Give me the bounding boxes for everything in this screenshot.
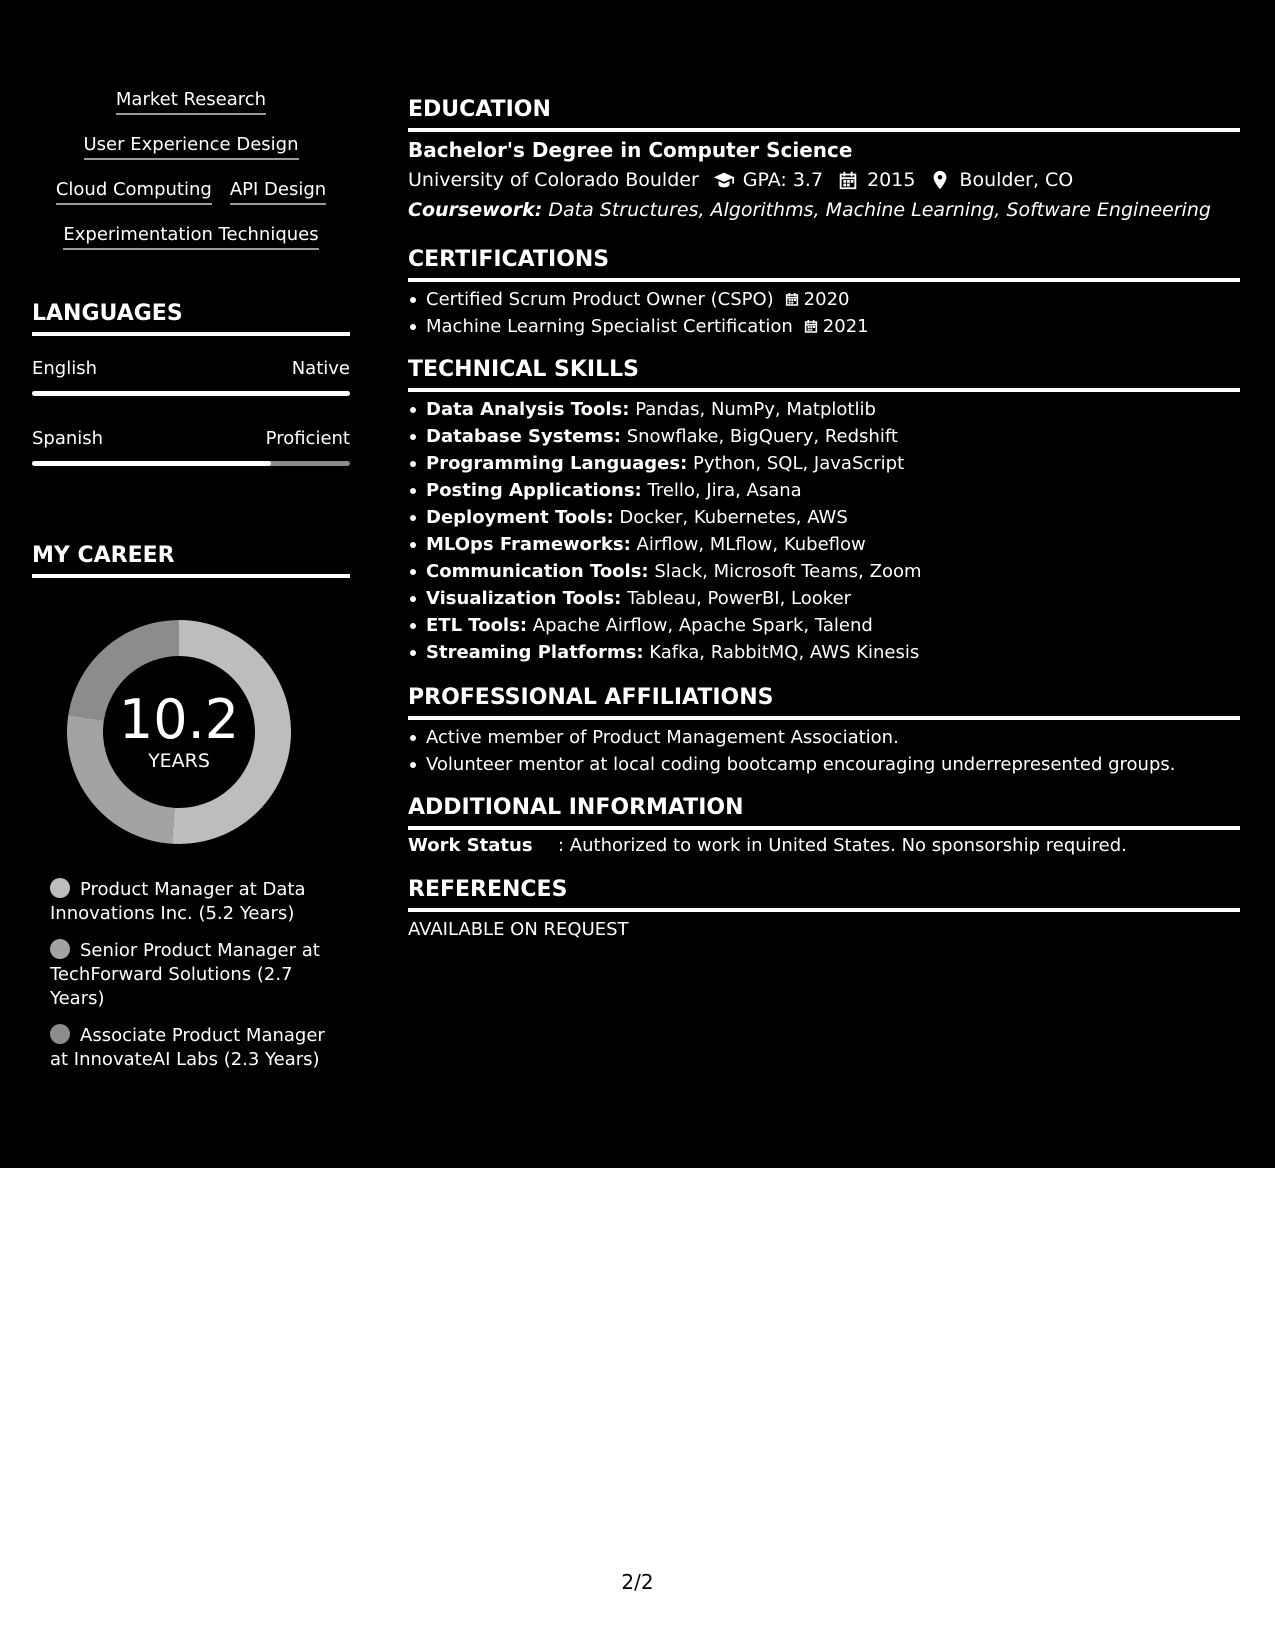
- calendar-icon: [784, 291, 800, 307]
- degree: Bachelor's Degree in Computer Science: [408, 138, 853, 162]
- coursework-label: Coursework:: [408, 199, 543, 221]
- language-spanish: [32, 427, 350, 466]
- language-name: Spanish: [32, 428, 104, 449]
- certification-name: Machine Learning Specialist Certification: [426, 316, 793, 337]
- education-entry: [408, 135, 1240, 225]
- skill-values: Slack, Microsoft Teams, Zoom: [654, 561, 922, 582]
- skill-values: Tableau, PowerBI, Looker: [627, 588, 852, 609]
- career-item-text: Product Manager at Data Innovations Inc. (5.2 Years): [50, 879, 306, 924]
- skill-values: Apache Airflow, Apache Spark, Talend: [532, 615, 873, 636]
- skill-values: Snowflake, BigQuery, Redshift: [626, 426, 898, 447]
- career-item: [50, 939, 340, 1011]
- language-name: English: [32, 358, 97, 379]
- career-item-text: Associate Product Manager at InnovateAI Labs (2.3 Years): [50, 1025, 325, 1070]
- career-total-value: 10.2: [118, 688, 240, 751]
- work-status: [408, 834, 1240, 858]
- list-item: [408, 639, 1240, 666]
- list-item: [408, 423, 1240, 450]
- skill-tag: Market Research: [116, 88, 266, 115]
- list-item: Active member of Product Management Association.: [408, 724, 1240, 751]
- skill-category: Deployment Tools:: [426, 507, 614, 528]
- skill-tag: Experimentation Techniques: [63, 223, 318, 250]
- languages-heading: LANGUAGES: [32, 300, 350, 336]
- school: University of Colorado Boulder: [408, 169, 699, 191]
- career-item-text: Senior Product Manager at TechForward Solutions (2.7 Years): [50, 940, 320, 1009]
- list-item: [408, 396, 1240, 423]
- list-item: [408, 585, 1240, 612]
- certification-name: Certified Scrum Product Owner (CSPO): [426, 289, 774, 310]
- language-bar-fill: [32, 391, 350, 396]
- language-bar-fill: [32, 461, 271, 466]
- list-item: [408, 450, 1240, 477]
- education-meta: [408, 165, 1240, 195]
- skill-category: ETL Tools:: [426, 615, 528, 636]
- coursework-list: Data Structures, Algorithms, Machine Learning, Software Engineering: [548, 199, 1211, 221]
- certification-year: 2020: [803, 289, 850, 310]
- technical-skills-list: [408, 396, 1240, 666]
- skill-tag-row: [32, 133, 350, 178]
- language-bar: [32, 391, 350, 396]
- language-english: [32, 357, 350, 396]
- skill-category: Programming Languages:: [426, 453, 688, 474]
- certifications-heading: CERTIFICATIONS: [408, 246, 1240, 282]
- graduation-cap-icon: [713, 169, 735, 191]
- additional-information-heading: ADDITIONAL INFORMATION: [408, 794, 1240, 830]
- language-level: Native: [291, 358, 350, 379]
- skill-values: Pandas, NumPy, Matplotlib: [635, 399, 876, 420]
- skill-tag-row: [32, 223, 350, 268]
- language-level: Proficient: [265, 428, 350, 449]
- language-bar: [32, 461, 350, 466]
- education-heading: EDUCATION: [408, 96, 1240, 132]
- page-number: 2/2: [621, 1570, 654, 1594]
- list-item: [408, 504, 1240, 531]
- list-item: [408, 286, 1240, 313]
- calendar-icon: [803, 318, 819, 334]
- calendar-icon: [837, 169, 859, 191]
- skill-values: Python, SQL, JavaScript: [693, 453, 905, 474]
- references-heading: REFERENCES: [408, 876, 1240, 912]
- list-item: Volunteer mentor at local coding bootcamp encouraging underrepresented groups.: [408, 751, 1240, 778]
- skill-values: Airflow, MLflow, Kubeflow: [636, 534, 866, 555]
- affiliations-heading: PROFESSIONAL AFFILIATIONS: [408, 684, 1240, 720]
- skill-category: Posting Applications:: [426, 480, 642, 501]
- coursework: [408, 195, 1240, 225]
- skill-tag-row: [32, 88, 350, 133]
- work-status-value: : Authorized to work in United States. No sponsorship required.: [558, 835, 1127, 856]
- skill-category: Visualization Tools:: [426, 588, 622, 609]
- graduation-year: 2015: [867, 169, 916, 191]
- legend-dot: [50, 878, 70, 898]
- skill-tag: User Experience Design: [84, 133, 299, 160]
- legend-dot: [50, 939, 70, 959]
- skill-category: Communication Tools:: [426, 561, 649, 582]
- technical-skills-heading: TECHNICAL SKILLS: [408, 356, 1240, 392]
- skill-values: Kafka, RabbitMQ, AWS Kinesis: [649, 642, 920, 663]
- skill-tag: API Design: [230, 178, 326, 205]
- affiliations-list: [408, 724, 1240, 778]
- list-item: [408, 612, 1240, 639]
- list-item: [408, 313, 1240, 340]
- skill-category: Data Analysis Tools:: [426, 399, 630, 420]
- career-item: [50, 878, 340, 926]
- skill-tag: Cloud Computing: [56, 178, 212, 205]
- career-total-unit: YEARS: [148, 750, 210, 772]
- career-item: [50, 1024, 340, 1072]
- list-item: [408, 477, 1240, 504]
- gpa: GPA: 3.7: [742, 169, 824, 191]
- skill-tag-row: [32, 178, 350, 223]
- list-item: [408, 531, 1240, 558]
- certification-year: 2021: [822, 316, 869, 337]
- skill-values: Trello, Jira, Asana: [647, 480, 802, 501]
- career-donut-center: [64, 617, 294, 847]
- skill-category: MLOps Frameworks:: [426, 534, 631, 555]
- legend-dot: [50, 1024, 70, 1044]
- certifications-list: [408, 286, 1240, 340]
- skill-values: Docker, Kubernetes, AWS: [619, 507, 848, 528]
- career-donut-chart: [64, 617, 294, 847]
- skill-tags: [32, 88, 350, 268]
- location: Boulder, CO: [959, 169, 1074, 191]
- work-status-label: Work Status: [408, 835, 533, 856]
- skill-category: Streaming Platforms:: [426, 642, 644, 663]
- career-legend: [50, 878, 340, 1085]
- list-item: [408, 558, 1240, 585]
- references-text: AVAILABLE ON REQUEST: [408, 919, 629, 940]
- career-heading: MY CAREER: [32, 542, 350, 578]
- skill-category: Database Systems:: [426, 426, 621, 447]
- location-pin-icon: [929, 169, 951, 191]
